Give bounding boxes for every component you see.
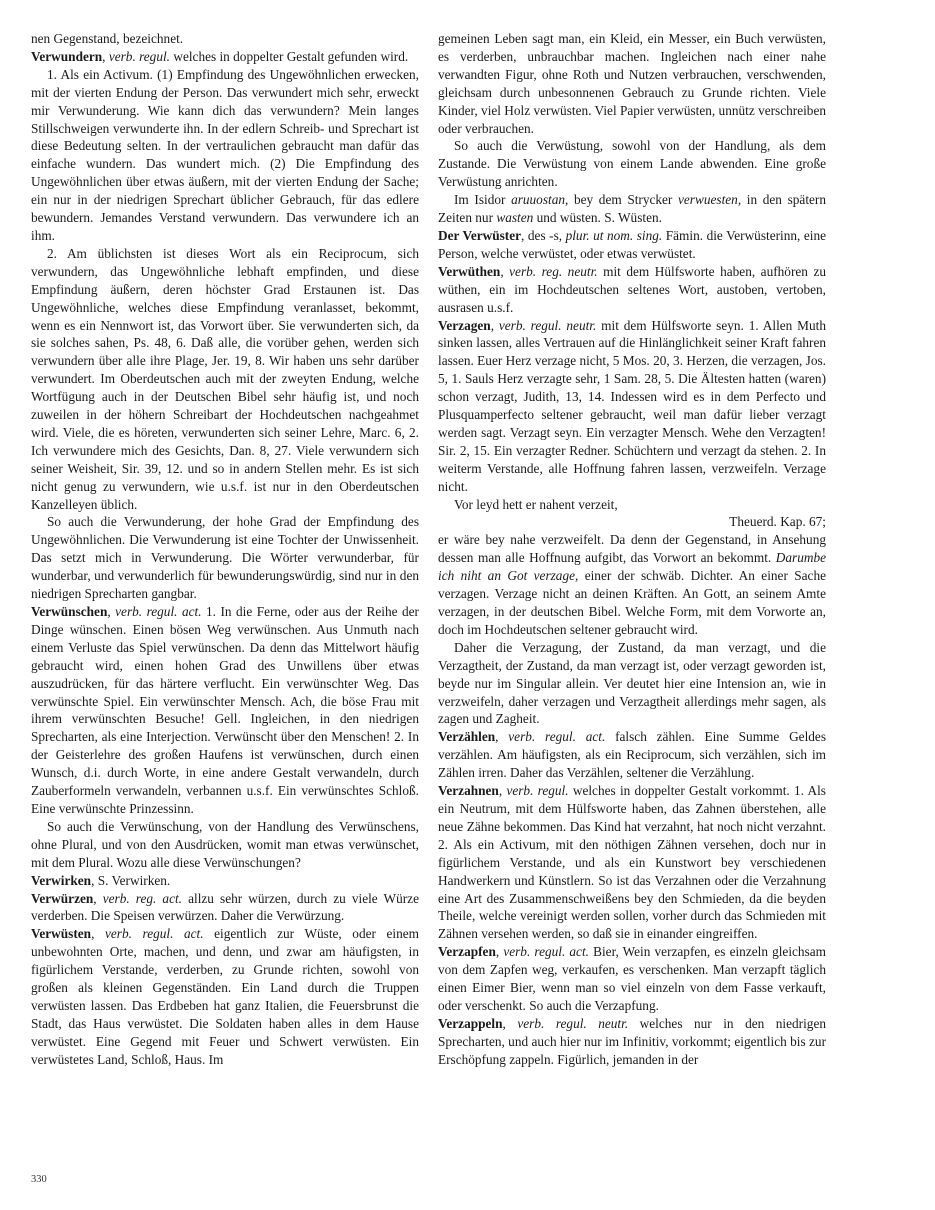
headword: Verwüthen bbox=[438, 263, 501, 279]
headword: Verzapfen bbox=[438, 944, 496, 960]
dictionary-entry bbox=[31, 925, 419, 1068]
entry-text: allzu sehr würzen, durch zu viele Würze verderben. Die Speisen verwürzen. Daher die Verwürzung. bbox=[31, 890, 419, 924]
entry-text: welches in doppelter Gestalt vorkommt. 1. Als ein Neutrum, mit dem Hülfsworte haben, das Zahnen überstehen, alle neue Zähne bekommen. Das Kind hat verzahnt, hat noch nicht verzahnt. 2. Als ein Activum, mit den nöthigen Zähnen versehen, doch nur in figürlichem Verstande, und als ein Kunstwort bey verschiedenen Handwerkern und Künstlern. So ist das Verzahnen oder die Verzahnung eine Art des Zusammenschweißens bey den Schmieden, da die beyden Theile, welche vereinigt werden sollen, vorher durch das Schmieden mit Zähnen versehen werden, so daß sie in einander eingreiffen. bbox=[438, 783, 826, 942]
entry-paragraph bbox=[438, 496, 826, 514]
dictionary-entry bbox=[438, 263, 826, 317]
entry-text: einer der schwäb. Dichter. An einer Sache verzagen. Verzage nicht an deinen Kräften. An Gott, an seinem Amte verzagen, in der deutschen Bibel. Welche Form, mit dem Vorworte an, doch im Hochdeutschen seltener gebraucht wird. bbox=[438, 568, 826, 637]
grammar-note: verb. regul. act. bbox=[508, 729, 606, 745]
headword: Verzahnen bbox=[438, 783, 499, 799]
grammar-note: wasten bbox=[496, 210, 534, 226]
entry-text: 1. In die Ferne, oder aus der Reihe der Dinge wünschen. Einen bösen Weg verwünschen. Aus Unmuth nach einem Verluste das Spiel verwünschen. Da denn das Mittelwort häufig gebraucht wird, einen hohen Grad des Unwillens über etwas auszudrücken, für das härtere verflucht. Ein verwünschter Weg. Das verwünschte Spiel. Ein verwünschter Mensch. Ach, die böse Frau mit ihrem verwünschten Besuche! Gell. Ingleichen, in den niedrigen Sprecharten, als eine Interjection. Verwünscht über den Menschen! 2. In der Geisterlehre des großen Haufens ist verwünschen, durch einen Wunsch, d.i. durch Worte, in eine andere Gestalt verwandeln, durch Zauberformeln verwandeln, verbannen u.s.f. Ein verwünschtes Schloß. Eine verwünschte Prinzessinn. bbox=[31, 604, 419, 816]
entry-text: , S. Verwirken. bbox=[91, 872, 171, 888]
entry-text: , bbox=[107, 604, 116, 619]
grammar-note: verb. regul. bbox=[108, 48, 171, 64]
headword: Verzappeln bbox=[438, 1015, 503, 1031]
dictionary-entry bbox=[438, 728, 826, 782]
headword: Verwirken bbox=[31, 872, 92, 888]
grammar-note: verb. reg. neutr. bbox=[509, 263, 598, 279]
entry-text: , bbox=[495, 729, 509, 745]
entry-paragraph bbox=[438, 639, 826, 729]
grammar-note: verb. regul. act. bbox=[115, 604, 202, 619]
entry-text: , bbox=[91, 926, 105, 942]
headword: Verwundern bbox=[31, 48, 103, 64]
headword: Verzählen bbox=[438, 729, 496, 745]
entry-text: , bbox=[102, 48, 109, 64]
entry-paragraph bbox=[31, 818, 419, 872]
grammar-note: verb. regul. neutr. bbox=[498, 317, 597, 333]
entry-text: , des -s, bbox=[521, 227, 566, 243]
headword: Verwünschen bbox=[31, 604, 108, 619]
entry-text: So auch die Verwünschung, von der Handlung des Verwünschens, ohne Plural, und von den Ausdrücken, womit man etwas verwünschet, mit dem Plural. Wozu alle diese Verwünschungen? bbox=[31, 818, 419, 870]
grammar-note: Darumbe ich niht an Got verzage, bbox=[438, 550, 826, 584]
entry-paragraph bbox=[438, 30, 826, 137]
entry-text: welches nur in den niedrigen Sprecharten, und auch hier nur im Infinitiv, vorkommt; eigentlich bis zur Erschöpfung zappeln. Figürlich, jemanden in der bbox=[438, 1015, 826, 1067]
grammar-note: verb. regul. act. bbox=[503, 944, 589, 960]
dictionary-entry bbox=[438, 1015, 826, 1069]
grammar-note: verb. regul. neutr. bbox=[517, 1015, 629, 1031]
dictionary-entry bbox=[438, 317, 826, 496]
entry-paragraph bbox=[438, 137, 826, 191]
page-number: 330 bbox=[31, 1174, 47, 1185]
entry-text: falsch zählen. Eine Summe Geldes verzählen. Am häufigsten, als ein Reciprocum, sich verzählen, sich im Zählen irren. Daher das Verzählen, seltener die Verzählung. bbox=[438, 729, 827, 781]
entry-text: welches in doppelter Gestalt gefunden wird. bbox=[170, 48, 409, 64]
dictionary-entry bbox=[438, 227, 826, 263]
dictionary-entry bbox=[31, 603, 419, 818]
entry-paragraph bbox=[31, 66, 419, 245]
entry-text: So auch die Verwunderung, der hohe Grad der Empfindung des Ungewöhnlichen. Die Verwunderung ist eine Tochter der Unwissenheit. Das setzt mich in Verwunderung. Die Wörter verwunderbar, für wunderbar, und verwunderlich für bewunderungswürdig, sind nur in den niedrigen Sprecharten gangbar. bbox=[31, 514, 419, 602]
entry-text: und wüsten. S. Wüsten. bbox=[533, 210, 662, 226]
entry-text: bey dem Strycker bbox=[568, 192, 678, 208]
grammar-note: verb. reg. act. bbox=[102, 890, 182, 906]
entry-text: , bbox=[490, 317, 499, 333]
dictionary-entry bbox=[438, 943, 826, 1015]
entry-text: Fämin. die Verwüsterinn, eine Person, welche verwüstet, oder etwas verwüstet. bbox=[438, 227, 827, 261]
entry-text: gemeinen Leben sagt man, ein Kleid, ein Messer, ein Buch verwüsten, es verderben, unbrauchbar machen. Ingleichen nach einer nahe verwandten Figur, ohne Roth und Nutzen verbrauchen, verschwenden, gleichsam durch unbesonnenen Gebrauch zu Grunde richten. Viele Kinder, viel Holz verwüsten. Viel Papier verwüsten, unnütz verschreiben oder verbrauchen. bbox=[438, 31, 826, 136]
headword: Verwürzen bbox=[31, 890, 94, 906]
entry-paragraph bbox=[438, 531, 826, 638]
dictionary-entry bbox=[438, 782, 826, 943]
dictionary-entry bbox=[31, 48, 419, 66]
headword: Verwüsten bbox=[31, 926, 92, 942]
entry-text: , bbox=[495, 944, 504, 960]
entry-paragraph bbox=[31, 245, 419, 514]
entry-text: Vor leyd hett er nahent verzeit, bbox=[454, 496, 618, 512]
headword: Der Verwüster bbox=[438, 227, 522, 243]
entry-text: eigentlich zur Wüste, oder einem unbewohnten Orte, machen, und denn, und zwar am häufigsten, in figürlichem Verstande, verderben, zu Grunde richten, sowohl von großen als kleinen Gegenständen. Ein Land durch die Truppen verwüsten lassen. Das Erdbeben hat ganz Italien, die Feuersbrunst die Stadt, das Haus verwüstet. Die Soldaten haben alles in dem Hause verwüstet. Eine Gegend mit Feuer und Schwert verwüsten. Ein verwüstetes Land, Schloß, Haus. Im bbox=[31, 926, 419, 1067]
grammar-note: verb. regul. act. bbox=[105, 926, 204, 942]
entry-text: mit dem Hülfsworte seyn. 1. Allen Muth sinken lassen, alles Vertrauen auf die Hinlänglichkeit seiner Kraft fahren lassen. Euer Herz verzage nicht, 5 Mos. 20, 3. Herzen, die verzagen, Jos. 5, 1. Sauls Herz verzagte sehr, 1 Sam. 28, 5. Die Ältesten hatten (waren) schon verzagt, Judith, 13, 14. Indessen wird es in dem Perfecto und Plusquamperfecto seltener gebraucht, weil man dafür lieber verzagt werden sagt. Verzagt seyn. Ein verzagter Mensch. Wehe den Verzagten! Sir. 2, 15. Ein verzagter Redner. Schüchtern und verzagt da stehen. 2. In weiterm Verstande, alle Hoffnung fahren lassen, verzweifeln. Verzage nicht. bbox=[438, 317, 826, 494]
entry-text: , bbox=[502, 1015, 518, 1031]
entry-text: mit dem Hülfsworte haben, aufhören zu wüthen, ein im Hochdeutschen seltenes Wort, austoben, vertoben, ausrasen u.s.f. bbox=[438, 263, 826, 315]
entry-paragraph bbox=[438, 191, 826, 227]
entry-text: nen Gegenstand, bezeichnet. bbox=[31, 31, 184, 46]
headword: Verzagen bbox=[438, 317, 491, 333]
entry-text: , bbox=[500, 263, 510, 279]
entry-text: So auch die Verwüstung, sowohl von der Handlung, als dem Zustande. Die Verwüstung von einem Lande abwenden. Eine große Verwüstung anrichten. bbox=[438, 138, 826, 190]
entry-paragraph bbox=[31, 30, 419, 48]
left-column bbox=[31, 30, 419, 1069]
entry-paragraph bbox=[438, 513, 826, 531]
dictionary-entry bbox=[31, 890, 419, 926]
entry-text: , bbox=[498, 783, 507, 799]
grammar-note: plur. ut nom. sing. bbox=[565, 227, 663, 243]
entry-text: Bier, Wein verzapfen, es einzeln gleichsam von dem Zapfen weg, verkaufen, es verschenken. Man verzapft täglich einen Eimer Bier, wenn man so viel einzeln von dem Fasse verkauft, oder verschenkt. So auch die Verzapfung. bbox=[438, 944, 826, 1013]
entry-text: er wäre bey nahe verzweifelt. Da denn der Gegenstand, in Ansehung dessen man alle Hoffnung aufgibt, das Vorwort an bekommt. bbox=[438, 532, 826, 566]
grammar-note: verb. regul. bbox=[506, 783, 569, 799]
entry-text: Daher die Verzagung, der Zustand, da man verzagt, und die Verzagtheit, der Zustand, da man verzagt ist, oder verzagt geworden ist, beyde nur im Singular allein. Ver deutet hier eine Intension an, wie in verzweifeln, daher verzagen und Verzagtheit allerdings mehr sagen, als zagen und Zagheit. bbox=[438, 639, 826, 727]
entry-text: 1. Als ein Activum. (1) Empfindung des Ungewöhnlichen erwecken, mit der vierten Endung der Person. Das verwundert mich sehr, erweckt mir Verwunderung. Wie kann dich das verwundern? Mein langes Stillschweigen verwunderte ihn. In der edlern Schreib- und Sprechart ist diese Bedeutung selten. In der vertraulichen gebraucht man dafür das einfache wundern. Das wundert mich. (2) Die Empfindung des Ungewöhnlichen über etwas äußern, mit der vierten Endung der Sache; ein nur in der niedrigen Sprechart üblicher Gebrauch, für das edlere bewundern. Jemandes Verstand verwundern. Das verwundere ich an ihm. bbox=[31, 66, 419, 243]
entry-text: , bbox=[93, 890, 103, 906]
right-column bbox=[438, 30, 826, 1069]
grammar-note: aruuostan, bbox=[511, 192, 569, 208]
grammar-note: verwuesten, bbox=[678, 192, 742, 208]
entry-text: Theuerd. Kap. 67; bbox=[729, 514, 826, 530]
entry-text: in den spätern Zeiten nur bbox=[438, 192, 826, 226]
entry-text: Im Isidor bbox=[454, 192, 512, 208]
entry-text: 2. Am üblichsten ist dieses Wort als ein Reciprocum, sich verwundern, das Ungewöhnliche lebhaft empfinden, und diese Empfindung äußern, deren höchster Grad Erstaunen ist. Das Ungewöhnliche, welches diese Empfindung veranlasset, bekommt, wenn es ein Nennwort ist, das Vorwort über. Sie verwunderten sich, da sie solches sahen, Ps. 48, 6. Daß alle, die vorüber gehen, werden sich verwundern über alle ihre Plage, Jer. 19, 8. Wir haben uns sehr darüber verwundert. Im Oberdeutschen auch mit der zweyten Endung, welche Wortfügung auch in der Deutschen Bibel sehr häufig ist, und noch zuweilen in der höhern Schreibart der Hochdeutschen nachgeahmet wird. Viele, die es höreten, verwunderten sich seiner Lehre, Marc. 6, 2. Ich verwundere mich des Gesichts, Dan. 8, 27. Viele verwundern sich seiner Weisheit, Sir. 39, 12. und so in andern Stellen mehr. Es ist sich nicht genug zu verwundern, wie u.s.f. ist nur in den Oberdeutschen Kanzelleyen üblich. bbox=[31, 245, 419, 512]
dictionary-entry bbox=[31, 872, 419, 890]
entry-paragraph bbox=[31, 513, 419, 603]
